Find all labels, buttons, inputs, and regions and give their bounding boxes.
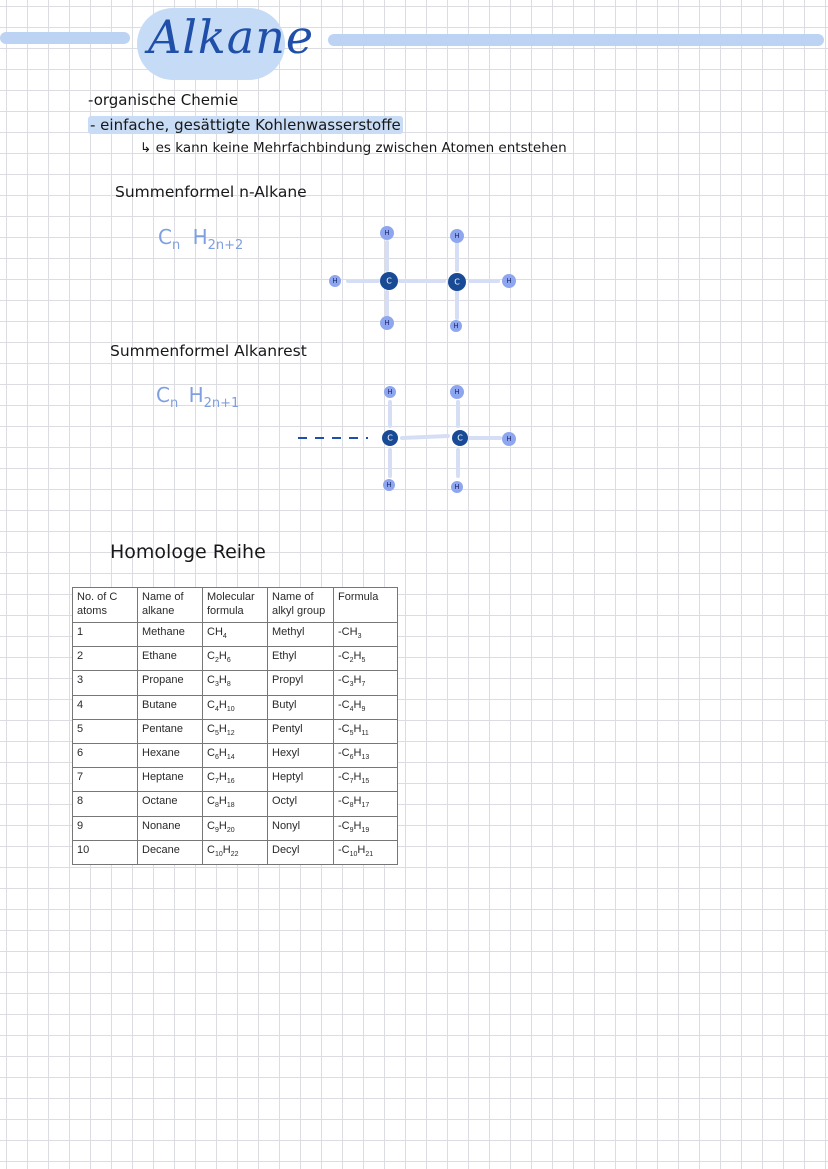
carbon-count-cell: 6 <box>73 743 138 767</box>
formula-part: H <box>222 843 231 856</box>
formula-part: C <box>207 771 215 784</box>
title-highlight-left <box>0 32 130 44</box>
hydrogen-label: H <box>386 481 392 489</box>
alkane-name-cell: Octane <box>138 792 203 816</box>
hydrogen-atom <box>329 275 341 287</box>
header-cell: Formula <box>334 588 398 623</box>
carbon-count-cell: 9 <box>73 816 138 840</box>
molecular-formula-cell <box>203 647 268 671</box>
molecular-formula-cell <box>203 623 268 647</box>
hydrogen-atom <box>383 479 395 491</box>
molecular-formula-cell <box>203 695 268 719</box>
formula-subscript: 3 <box>214 681 219 689</box>
formula-part: H <box>218 771 227 784</box>
table-header-row <box>73 588 398 623</box>
formula-part: H <box>353 650 362 663</box>
table-row <box>73 743 398 767</box>
formula-part: H <box>353 722 362 735</box>
heading-homologe-reihe: Homologe Reihe <box>110 541 266 563</box>
hydrogen-atom <box>502 432 516 446</box>
molecular-formula-cell <box>203 719 268 743</box>
formula-subscript: 2 <box>349 657 354 665</box>
alkyl-name-cell: Butyl <box>268 695 334 719</box>
alkyl-name-cell: Propyl <box>268 671 334 695</box>
table-row <box>73 768 398 792</box>
formula-n-alkane <box>158 225 243 253</box>
carbon-count-cell: 1 <box>73 623 138 647</box>
formula-subscript: 21 <box>365 850 374 858</box>
carbon-label: C <box>457 433 463 443</box>
carbon-atom <box>452 430 468 446</box>
table-row <box>73 695 398 719</box>
formula-part: -C <box>338 843 350 856</box>
formula-part: H <box>218 722 227 735</box>
formula-subscript: 5 <box>361 657 366 665</box>
formula-part: H <box>218 698 227 711</box>
alkyl-formula-cell <box>334 671 398 695</box>
alkane-name-cell: Propane <box>138 671 203 695</box>
alkyl-formula-cell <box>334 623 398 647</box>
formula-alkanrest-h-sub: 2n+1 <box>203 396 240 411</box>
carbon-atom <box>380 272 398 290</box>
carbon-label: C <box>387 433 393 443</box>
formula-part: -C <box>338 698 350 711</box>
alkyl-formula-cell <box>334 743 398 767</box>
formula-subscript: 3 <box>349 681 354 689</box>
table-row <box>73 647 398 671</box>
molecular-formula-cell <box>203 768 268 792</box>
hydrogen-label: H <box>454 483 460 491</box>
bullet-saturated-hydrocarbons <box>88 116 403 134</box>
alkyl-formula-cell <box>334 792 398 816</box>
hydrogen-atom <box>450 229 464 243</box>
bullet-no-multiple-bonds: ↳ es kann keine Mehrfachbindung zwischen Atomen entstehen <box>140 140 567 156</box>
table-row <box>73 719 398 743</box>
formula-subscript: 9 <box>349 826 354 834</box>
alkane-name-cell: Decane <box>138 840 203 864</box>
formula-part: C <box>207 819 215 832</box>
formula-part: H <box>353 771 362 784</box>
alkyl-formula-cell <box>334 695 398 719</box>
formula-subscript: 16 <box>226 778 235 786</box>
formula-part: -CH <box>338 626 358 638</box>
alkyl-name-cell: Hexyl <box>268 743 334 767</box>
formula-subscript: 14 <box>226 754 235 762</box>
formula-subscript: 6 <box>214 754 219 762</box>
bullet-organic-chemistry: -organische Chemie <box>88 91 238 109</box>
bullet-saturated-hydrocarbons-text: - einfache, gesättigte Kohlenwasserstoffe <box>90 116 401 134</box>
hydrogen-atom <box>450 320 462 332</box>
formula-subscript: 7 <box>361 681 366 689</box>
formula-subscript: 19 <box>361 826 370 834</box>
formula-part: H <box>353 819 362 832</box>
alkane-name-cell: Pentane <box>138 719 203 743</box>
formula-alkanrest <box>156 383 239 411</box>
hydrogen-atom <box>450 385 464 399</box>
header-cell: Name of alkyl group <box>268 588 334 623</box>
carbon-atom <box>382 430 398 446</box>
formula-subscript: 8 <box>349 802 354 810</box>
alkyl-name-cell: Decyl <box>268 840 334 864</box>
alkane-name-cell: Heptane <box>138 768 203 792</box>
table-row <box>73 816 398 840</box>
heading-summenformel-alkanrest: Summenformel Alkanrest <box>110 342 307 360</box>
title-highlight-right <box>328 34 824 46</box>
carbon-count-cell: 5 <box>73 719 138 743</box>
alkyl-name-cell: Methyl <box>268 623 334 647</box>
formula-subscript: 3 <box>357 633 362 641</box>
formula-subscript: 4 <box>222 633 227 641</box>
formula-part: -C <box>338 674 350 687</box>
formula-part: -C <box>338 795 350 808</box>
formula-subscript: 15 <box>361 778 370 786</box>
alkane-name-cell: Butane <box>138 695 203 719</box>
formula-part: C <box>207 698 215 711</box>
formula-part: H <box>218 674 227 687</box>
table-body <box>73 623 398 865</box>
table-row <box>73 840 398 864</box>
formula-subscript: 18 <box>226 802 235 810</box>
formula-part: C <box>207 626 215 638</box>
hydrogen-label: H <box>384 229 390 237</box>
carbon-label: C <box>454 277 460 287</box>
alkyl-name-cell: Heptyl <box>268 768 334 792</box>
formula-n-alkane-c: C <box>158 225 172 249</box>
carbon-count-cell: 8 <box>73 792 138 816</box>
hydrogen-atom <box>384 386 396 398</box>
formula-subscript: 10 <box>349 850 358 858</box>
formula-part: H <box>218 650 227 663</box>
hydrogen-label: H <box>387 388 393 396</box>
carbon-count-cell: 2 <box>73 647 138 671</box>
formula-subscript: 7 <box>214 778 219 786</box>
bond <box>402 436 448 438</box>
formula-subscript: 11 <box>361 729 369 737</box>
homologous-series-table <box>72 587 398 865</box>
table-row <box>73 671 398 695</box>
formula-part: H <box>214 626 223 638</box>
formula-subscript: 22 <box>230 850 239 858</box>
hydrogen-atom <box>502 274 516 288</box>
alkyl-formula-cell <box>334 816 398 840</box>
formula-part: H <box>353 746 362 759</box>
hydrogen-label: H <box>332 277 338 285</box>
formula-subscript: 9 <box>214 826 219 834</box>
alkyl-name-cell: Ethyl <box>268 647 334 671</box>
molecular-formula-cell <box>203 671 268 695</box>
formula-subscript: 8 <box>214 802 219 810</box>
formula-n-alkane-c-sub: n <box>171 238 181 253</box>
formula-alkanrest-h: H <box>188 383 204 407</box>
formula-subscript: 5 <box>349 729 354 737</box>
carbon-label: C <box>386 276 392 286</box>
header-cell: Molecular formula <box>203 588 268 623</box>
formula-subscript: 4 <box>214 705 219 713</box>
formula-part: H <box>218 819 227 832</box>
formula-part: -C <box>338 771 350 784</box>
formula-part: H <box>357 843 366 856</box>
formula-n-alkane-h: H <box>192 225 208 249</box>
ethane-structure-diagram <box>320 220 530 340</box>
carbon-count-cell: 3 <box>73 671 138 695</box>
carbon-count-cell: 10 <box>73 840 138 864</box>
alkyl-name-cell: Pentyl <box>268 719 334 743</box>
formula-subscript: 13 <box>361 754 370 762</box>
formula-part: C <box>207 722 215 735</box>
formula-subscript: 10 <box>214 850 223 858</box>
carbon-count-cell: 4 <box>73 695 138 719</box>
alkyl-formula-cell <box>334 647 398 671</box>
formula-part: -C <box>338 819 350 832</box>
table-row <box>73 623 398 647</box>
formula-part: H <box>218 795 227 808</box>
formula-part: C <box>207 843 215 856</box>
formula-subscript: 4 <box>349 705 354 713</box>
formula-subscript: 8 <box>226 681 231 689</box>
header-cell: Name of alkane <box>138 588 203 623</box>
formula-part: -C <box>338 722 350 735</box>
formula-subscript: 6 <box>226 657 231 665</box>
carbon-count-cell: 7 <box>73 768 138 792</box>
table-row <box>73 792 398 816</box>
alkane-name-cell: Nonane <box>138 816 203 840</box>
heading-summenformel-n-alkane: Summenformel n-Alkane <box>115 183 307 201</box>
hydrogen-atom <box>451 481 463 493</box>
alkyl-formula-cell <box>334 719 398 743</box>
alkane-name-cell: Ethane <box>138 647 203 671</box>
ethyl-residue-diagram <box>296 380 526 500</box>
formula-subscript: 7 <box>349 778 354 786</box>
formula-subscript: 20 <box>226 826 235 834</box>
hydrogen-label: H <box>506 277 512 285</box>
formula-part: H <box>218 746 227 759</box>
molecular-formula-cell <box>203 792 268 816</box>
molecular-formula-cell <box>203 743 268 767</box>
formula-part: C <box>207 795 215 808</box>
formula-part: H <box>353 795 362 808</box>
formula-subscript: 5 <box>214 729 219 737</box>
carbon-atom <box>448 273 466 291</box>
hydrogen-label: H <box>384 319 390 327</box>
header-cell: No. of C atoms <box>73 588 138 623</box>
formula-n-alkane-h-sub: 2n+2 <box>207 238 244 253</box>
formula-part: -C <box>338 650 350 663</box>
hydrogen-label: H <box>454 388 460 396</box>
formula-alkanrest-c-sub: n <box>169 396 179 411</box>
formula-subscript: 10 <box>226 705 235 713</box>
formula-alkanrest-c: C <box>156 383 170 407</box>
formula-part: H <box>353 674 362 687</box>
page-title: Alkane <box>148 10 315 64</box>
formula-subscript: 17 <box>361 802 370 810</box>
formula-part: C <box>207 650 215 663</box>
molecular-formula-cell <box>203 816 268 840</box>
hydrogen-atom <box>380 226 394 240</box>
hydrogen-atom <box>380 316 394 330</box>
alkyl-formula-cell <box>334 840 398 864</box>
alkyl-name-cell: Nonyl <box>268 816 334 840</box>
alkyl-name-cell: Octyl <box>268 792 334 816</box>
formula-subscript: 9 <box>361 705 366 713</box>
formula-part: H <box>353 698 362 711</box>
formula-subscript: 12 <box>226 729 235 737</box>
alkyl-formula-cell <box>334 768 398 792</box>
formula-part: -C <box>338 746 350 759</box>
hydrogen-label: H <box>506 435 512 443</box>
molecular-formula-cell <box>203 840 268 864</box>
hydrogen-label: H <box>453 322 459 330</box>
alkane-name-cell: Hexane <box>138 743 203 767</box>
formula-part: C <box>207 674 215 687</box>
formula-subscript: 6 <box>349 754 354 762</box>
hydrogen-label: H <box>454 232 460 240</box>
formula-part: C <box>207 746 215 759</box>
alkane-name-cell: Methane <box>138 623 203 647</box>
formula-subscript: 2 <box>214 657 219 665</box>
